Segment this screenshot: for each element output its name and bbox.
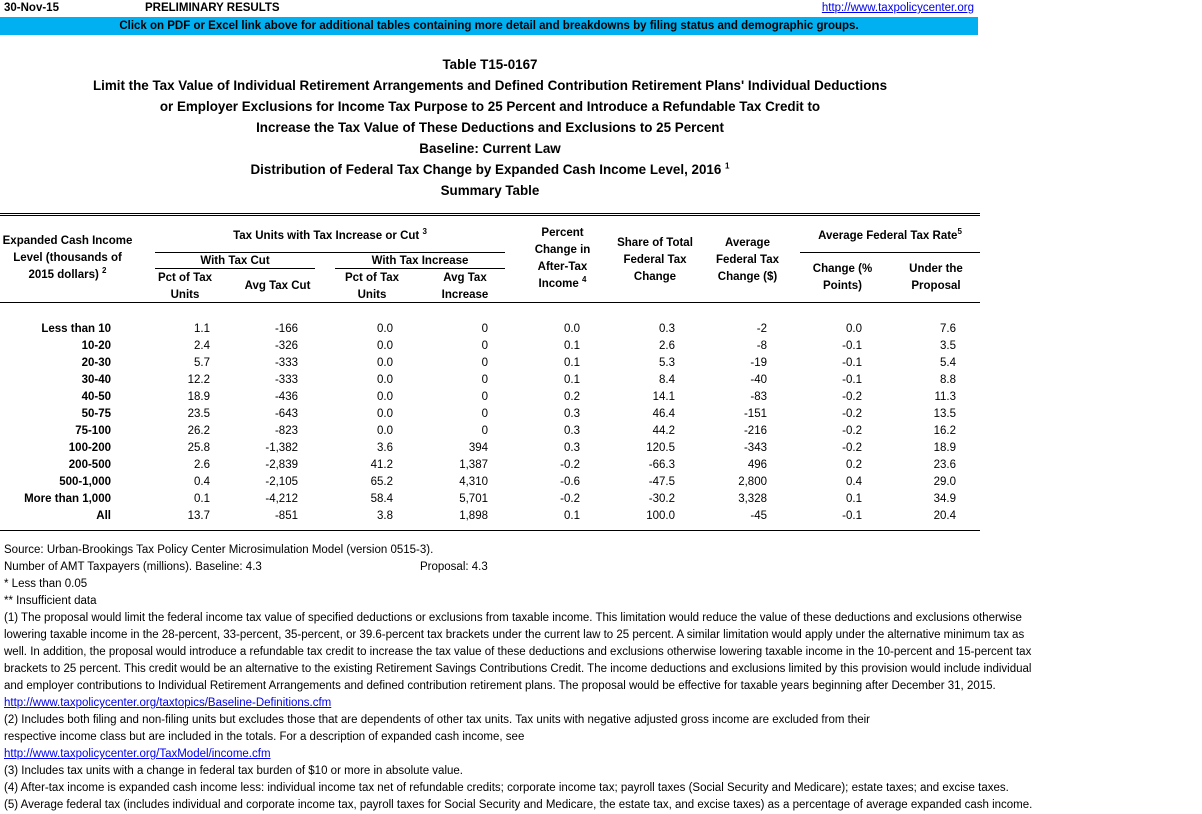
row-cell: -0.2	[842, 408, 862, 420]
row-cell: 496	[747, 459, 767, 471]
title-line-2: or Employer Exclusions for Income Tax Purpose to 25 Percent and Introduce a Refundable Tax Credit to	[159, 99, 821, 114]
note-1-line-3: well. In addition, the proposal would introduce a refundable tax credit to increase the tax value of these deductions and exclusions otherwise lowering taxable income in the 10-percent and 15-percent tax	[4, 646, 1032, 658]
row-label: More than 1,000	[24, 493, 111, 505]
row-cell: -45	[750, 510, 767, 522]
row-cell: 2.6	[194, 459, 210, 471]
row-cell: 0.0	[377, 374, 393, 386]
row-cell: -333	[274, 374, 298, 386]
row-label: 200-500	[68, 459, 111, 471]
row-cell: 0.3	[564, 408, 580, 420]
row-cell: -216	[743, 425, 767, 437]
row-cell: -851	[274, 510, 298, 522]
row-cell: 1,898	[459, 510, 488, 522]
row-cell: 0.0	[377, 323, 393, 335]
row-cell: 8.4	[659, 374, 675, 386]
row-cell: 14.1	[652, 391, 675, 403]
row-cell: 12.2	[187, 374, 210, 386]
table-row	[0, 457, 980, 474]
row-label: 500-1,000	[59, 476, 111, 488]
row-cell: -0.2	[560, 459, 580, 471]
row-cell: 2.4	[194, 340, 210, 352]
report-date: 30-Nov-15	[4, 2, 59, 14]
row-cell: -0.2	[842, 425, 862, 437]
source-note: Source: Urban-Brookings Tax Policy Center Microsimulation Model (version 0515-3).	[4, 544, 434, 556]
row-cell: 3.8	[377, 510, 393, 522]
title-line-3: Increase the Tax Value of These Deductions and Exclusions to 25 Percent	[256, 120, 724, 135]
row-label: 30-40	[81, 374, 111, 386]
table-top-rule	[0, 213, 980, 214]
row-cell: -47.5	[648, 476, 675, 488]
row-cell: -0.1	[842, 374, 862, 386]
row-cell: 2.6	[659, 340, 675, 352]
row-cell: -30.2	[648, 493, 675, 505]
row-cell: -326	[274, 340, 298, 352]
note-1-line-1: (1) The proposal would limit the federal income tax value of specified deductions or exclusions from taxable income. This limitation would reduce the value of these deductions and exclusions otherwise	[4, 612, 1022, 624]
note-1-line-4: brackets to 25 percent. This credit would be an alternative to the existing Retirement Savings Contributions Credit. The income deductions and exclusions limited by this provision would include individual	[4, 663, 1032, 675]
row-cell: -0.1	[842, 510, 862, 522]
row-cell: 0.3	[564, 442, 580, 454]
header-with-cut: With Tax Cut	[200, 255, 270, 267]
row-cell: 0	[481, 408, 488, 420]
row-cell: -40	[750, 374, 767, 386]
row-cell: 44.2	[652, 425, 675, 437]
header-with-increase: With Tax Increase	[371, 255, 469, 267]
row-cell: 13.7	[187, 510, 210, 522]
row-cell: -436	[274, 391, 298, 403]
row-cell: -643	[274, 408, 298, 420]
summary-label: Summary Table	[440, 183, 540, 198]
row-cell: 0.0	[564, 323, 580, 335]
row-cell: 120.5	[646, 442, 675, 454]
header-share-total: Share of Total Federal Tax Change	[617, 237, 693, 283]
row-cell: 18.9	[933, 442, 956, 454]
row-cell: 0	[481, 357, 488, 369]
row-cell: -166	[274, 323, 298, 335]
row-cell: -4,212	[265, 493, 298, 505]
table-row	[0, 389, 980, 406]
row-cell: 5.7	[194, 357, 210, 369]
row-label: 20-30	[81, 357, 111, 369]
row-cell: 26.2	[187, 425, 210, 437]
table-row	[0, 508, 980, 525]
row-label: Less than 10	[41, 323, 111, 335]
header-pct-change: Percent Change in After-Tax Income $^4$	[534, 227, 591, 290]
row-cell: -2,839	[265, 459, 298, 471]
insufficient-note: ** Insufficient data	[4, 595, 97, 607]
row-cell: 0	[481, 374, 488, 386]
income-definition-link[interactable]: http://www.taxpolicycenter.org/TaxModel/income.cfm	[4, 748, 271, 760]
row-cell: 0.4	[194, 476, 210, 488]
row-cell: 3.5	[940, 340, 956, 352]
table-row	[0, 474, 980, 491]
header-income-level: Expanded Cash Income Level (thousands of 2015 dollars) $^2$	[2, 235, 133, 281]
header-pct-units-inc: Pct of Tax Units	[344, 272, 400, 301]
less-than-note: * Less than 0.05	[4, 578, 88, 590]
row-cell: -8	[756, 340, 767, 352]
info-banner: Click on PDF or Excel link above for additional tables containing more detail and breakdowns by filing status and demographic groups.	[0, 17, 978, 35]
header-avg-change: Average Federal Tax Change ($)	[715, 237, 780, 283]
row-cell: 0.0	[377, 425, 393, 437]
table-row	[0, 338, 980, 355]
row-cell: 0	[481, 323, 488, 335]
note-1-line-5: and employer contributions to Individual Retirement Arrangements and defined contribution retirement plans. The proposal would be effective for taxable years beginning after December 31, 2015.	[4, 680, 996, 692]
row-cell: -333	[274, 357, 298, 369]
distribution-label: Distribution of Federal Tax Change by Expanded Cash Income Level, 2016 $^1$	[250, 161, 730, 177]
row-cell: 0.2	[564, 391, 580, 403]
row-label: 75-100	[75, 425, 111, 437]
row-cell: 1.1	[194, 323, 210, 335]
row-cell: -0.2	[560, 493, 580, 505]
status-label: PRELIMINARY RESULTS	[145, 2, 280, 14]
row-cell: 4,310	[459, 476, 488, 488]
row-cell: -0.1	[842, 357, 862, 369]
row-cell: 5.3	[659, 357, 675, 369]
row-cell: 7.6	[940, 323, 956, 335]
header-rate-change: Change (% Points)	[812, 263, 873, 292]
row-cell: 0.4	[846, 476, 862, 488]
header-avg-cut: Avg Tax Cut	[244, 280, 311, 292]
avg-rate-rule	[800, 252, 980, 253]
table-bottom-rule	[0, 530, 980, 531]
row-cell: 0.0	[377, 357, 393, 369]
row-cell: 0.1	[564, 374, 580, 386]
row-cell: 0	[481, 425, 488, 437]
row-cell: 0.3	[659, 323, 675, 335]
row-cell: 18.9	[187, 391, 210, 403]
header-avg-increase: Avg Tax Increase	[441, 272, 489, 301]
row-label: All	[96, 510, 111, 522]
row-cell: 29.0	[933, 476, 956, 488]
row-cell: 394	[468, 442, 488, 454]
table-row	[0, 372, 980, 389]
row-cell: -0.1	[842, 340, 862, 352]
row-cell: 5.4	[940, 357, 956, 369]
row-label: 50-75	[81, 408, 111, 420]
row-cell: 0.1	[564, 357, 580, 369]
amt-note: Number of AMT Taxpayers (millions). Baseline: 4.3 Proposal: 4.3	[4, 561, 488, 573]
row-cell: -83	[750, 391, 767, 403]
row-cell: 58.4	[370, 493, 393, 505]
note-1-line-2: lowering taxable income in the 28-percent, 33-percent, 35-percent, or 39.6-percent tax brackets under the current law to 25 percent. A similar limitation would apply under the alternative minimum tax as	[4, 629, 1025, 641]
row-cell: 3,328	[738, 493, 767, 505]
row-cell: 23.6	[933, 459, 956, 471]
header-tax-units: Tax Units with Tax Increase or Cut $^3$	[233, 227, 427, 242]
row-cell: 34.9	[933, 493, 956, 505]
row-cell: -2,105	[265, 476, 298, 488]
title-line-1: Limit the Tax Value of Individual Retirement Arrangements and Defined Contribution Retirement Plans' Individual Deductions	[92, 78, 888, 93]
row-cell: 0	[481, 340, 488, 352]
row-cell: -2	[756, 323, 767, 335]
table-top-rule-2	[0, 215, 980, 216]
table-row	[0, 321, 980, 338]
table-row	[0, 355, 980, 372]
row-cell: 16.2	[933, 425, 956, 437]
row-cell: 0	[481, 391, 488, 403]
row-cell: 41.2	[370, 459, 393, 471]
row-cell: 8.8	[940, 374, 956, 386]
row-cell: -823	[274, 425, 298, 437]
row-cell: 13.5	[933, 408, 956, 420]
row-cell: 0.0	[377, 408, 393, 420]
row-label: 40-50	[81, 391, 111, 403]
baseline-label: Baseline: Current Law	[419, 141, 561, 156]
row-cell: 0.0	[377, 340, 393, 352]
row-cell: -19	[750, 357, 767, 369]
row-cell: 0.1	[564, 510, 580, 522]
baseline-definitions-link[interactable]: http://www.taxpolicycenter.org/taxtopics/Baseline-Definitions.cfm	[4, 697, 332, 709]
top-bar	[0, 0, 978, 17]
header-under-proposal: Under the Proposal	[909, 263, 963, 292]
row-cell: 0.1	[564, 340, 580, 352]
row-cell: 100.0	[646, 510, 675, 522]
row-label: 10-20	[81, 340, 111, 352]
note-2-line-2: respective income class but are included in the totals. For a description of expanded cash income, see	[4, 731, 525, 743]
row-cell: 5,701	[459, 493, 488, 505]
row-cell: -0.2	[842, 391, 862, 403]
row-cell: 0.2	[846, 459, 862, 471]
table-id: Table T15-0167	[442, 57, 538, 72]
row-label: 100-200	[68, 442, 111, 454]
note-4: (4) After-tax income is expanded cash income less: individual income tax net of refundable credits; corporate income tax; payroll taxes (Social Security and Medicare); estate taxes; and excise taxes.	[4, 782, 1009, 794]
row-cell: -0.2	[842, 442, 862, 454]
row-cell: 20.4	[933, 510, 956, 522]
table-row	[0, 423, 980, 440]
note-2-line-1: (2) Includes both filing and non-filing units but excludes those that are dependents of other tax units. Tax units with negative adjusted gross income are excluded from their	[4, 714, 870, 726]
row-cell: -0.6	[560, 476, 580, 488]
row-cell: 2,800	[738, 476, 767, 488]
tpc-link[interactable]: http://www.taxpolicycenter.org	[821, 2, 974, 14]
row-cell: -343	[743, 442, 767, 454]
row-cell: 65.2	[370, 476, 393, 488]
row-cell: 0.1	[194, 493, 210, 505]
row-cell: 0.3	[564, 425, 580, 437]
row-cell: -66.3	[648, 459, 675, 471]
row-cell: 1,387	[459, 459, 488, 471]
table-row	[0, 406, 980, 423]
row-cell: -1,382	[265, 442, 298, 454]
row-cell: 0.0	[846, 323, 862, 335]
row-cell: 46.4	[652, 408, 675, 420]
row-cell: 0.0	[377, 391, 393, 403]
row-cell: 25.8	[187, 442, 210, 454]
table-row	[0, 491, 980, 508]
title-block	[0, 54, 980, 201]
note-5: (5) Average federal tax (includes individual and corporate income tax, payroll taxes for Social Security and Medicare, the estate tax, and excise taxes) as a percentage of average expanded cash income.	[4, 799, 1033, 811]
row-cell: -151	[743, 408, 767, 420]
row-cell: 23.5	[187, 408, 210, 420]
header-pct-units-cut: Pct of Tax Units	[157, 272, 213, 301]
row-cell: 3.6	[377, 442, 393, 454]
table-row	[0, 440, 980, 457]
header-avg-rate: Average Federal Tax Rate$^5$	[818, 227, 962, 242]
note-3: (3) Includes tax units with a change in federal tax burden of $10 or more in absolute value.	[4, 765, 463, 777]
row-cell: 11.3	[934, 391, 956, 403]
row-cell: 0.1	[846, 493, 862, 505]
